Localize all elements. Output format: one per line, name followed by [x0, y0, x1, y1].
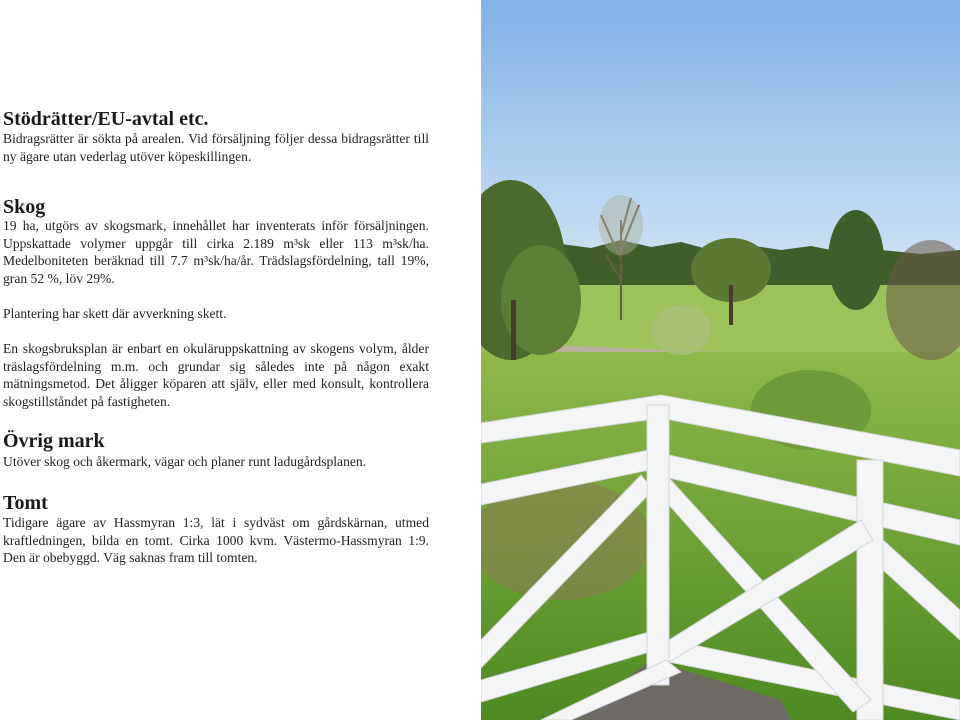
paragraph-stodratter: Bidragsrätter är sökta på arealen. Vid försäljning följer dessa bidragsrätter till ny ägare utan vederlag utöver köpeskillingen.: [3, 131, 429, 164]
paragraph-skog-plantering: Plantering har skett där avverkning skett.: [3, 306, 227, 321]
spruce-tree: [828, 210, 884, 310]
heading-ovrig-mark: Övrig mark: [3, 430, 105, 452]
paragraph-skog-volymer: 19 ha, utgörs av skogsmark, innehållet har inventerats inför försäljningen. Uppskattade volymer uppgår till cirka 2.189 m³sk eller 113 m³sk/ha. Medelboniteten beräknad till 7.7 m³sk/ha/år. Trädslagsfördelning, tall 19%, gran 52 %, löv 29%.: [3, 218, 429, 286]
paragraph-ovrig-mark: Utöver skog och åkermark, vägar och planer runt ladugårdsplanen.: [3, 454, 367, 469]
landscape-photo: [481, 0, 960, 720]
heading-skog: Skog: [3, 196, 46, 218]
paragraph-skog-skogsbruksplan: En skogsbruksplan är enbart en okuläruppskattning av skogens volym, ålder träslagsfördelning m.m. och grundar sig således inte på någon exakt mätningsmetod. Det åligger köparen att själv, eller med konsult, kontrollera skogstillståndet på fastigheten.: [3, 341, 429, 409]
paragraph-tomt: Tidigare ägare av Hassmyran 1:3, lät i sydväst om gårdskärnan, utmed kraftledningen, bilda en tomt. Cirka 1000 kvm. Västermo-Hassmyran 1:9. Den är obebyggd. Väg saknas fram till tomten.: [3, 515, 429, 565]
heading-tomt: Tomt: [3, 492, 48, 514]
heading-stodratter: Stödrätter/EU-avtal etc.: [3, 108, 209, 130]
